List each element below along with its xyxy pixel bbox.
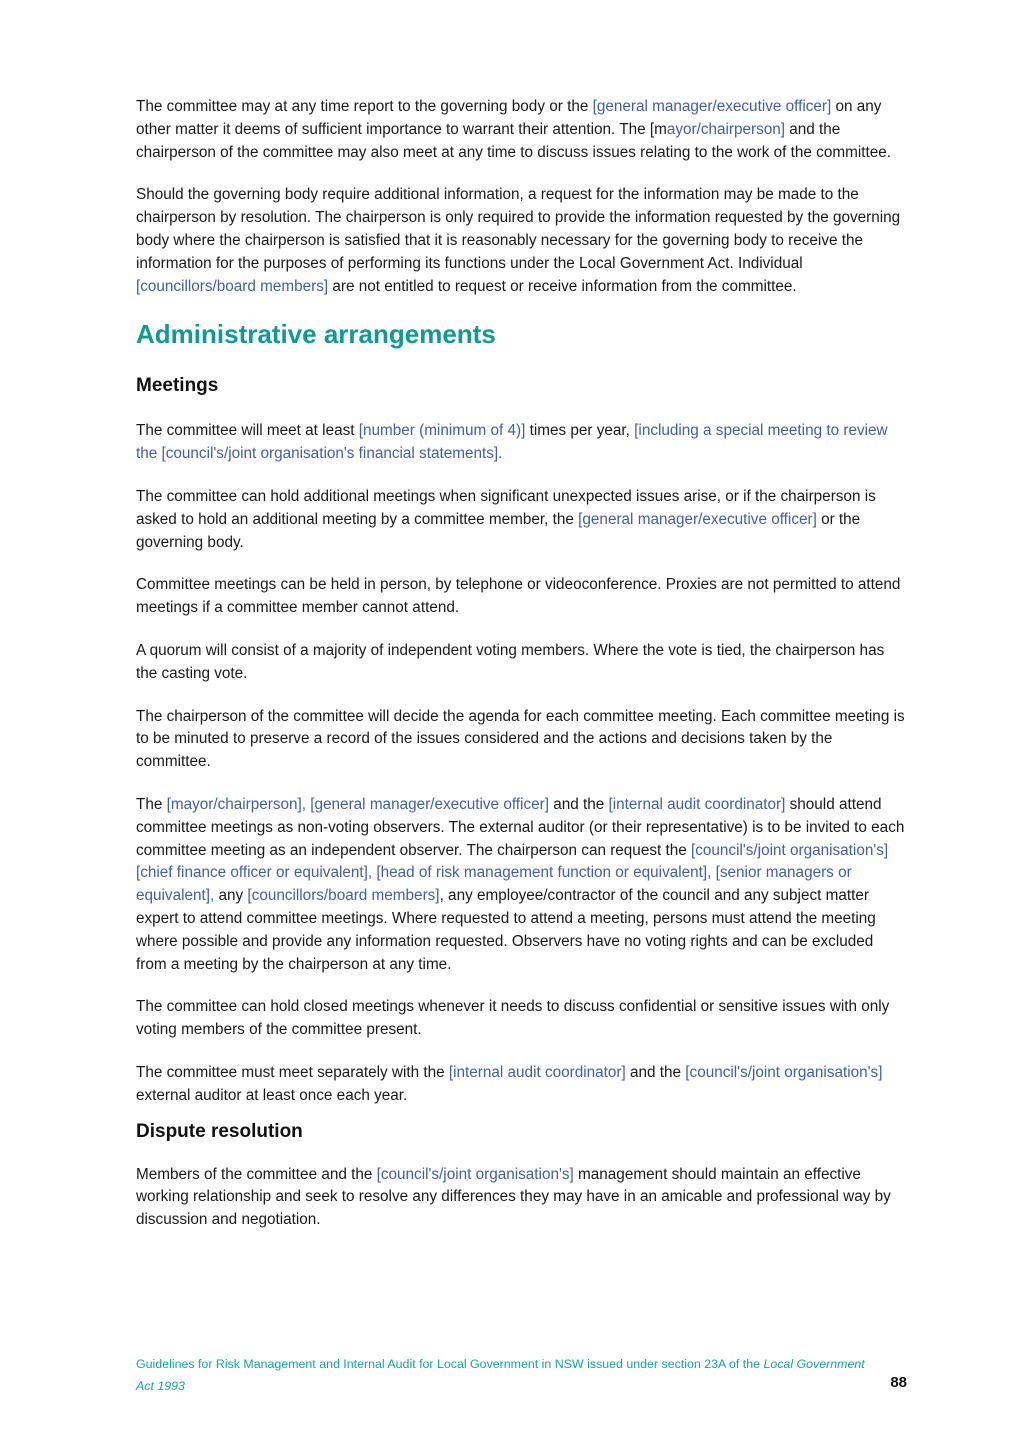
page-number: 88 (890, 1374, 907, 1391)
page-footer (136, 1354, 866, 1397)
placeholder-text: [internal audit coordinator] (608, 795, 786, 813)
paragraph-separate-meetings: The committee must meet separately with the [internal audit coordinator] and the [council's/joint organisation's] external auditor at least once each year. (136, 1063, 883, 1104)
placeholder-text: [general manager/executive officer] (592, 98, 832, 115)
section-title: Administrative arrangements (136, 319, 496, 350)
paragraph-observers: The [mayor/chairperson], [general manager/executive officer] and the [internal audit coordinator] should attend committee meetings as non-voting observers. The external auditor (or their representative) is to be invited to each committee meeting as an independent observer. The chairperson can request the [council's/joint organisation's] [chief finance officer or equivalent], [head of risk management function or equivalent], [senior managers or equivalent], any [councillors/board members], any employee/contractor of the council and any subject matter expert to attend committee meetings. Where requested to attend a meeting, persons must attend the meeting where possible and provide any information requested. Observers have no voting rights and can be excluded from a meeting by the chairperson at any time. (136, 795, 905, 973)
paragraph-meeting-format: Committee meetings can be held in person, by telephone or videoconference. Proxies are not permitted to attend meetings if a committee member cannot attend. (136, 576, 901, 617)
paragraph-additional-information: Should the governing body require additional information, a request for the information may be made to the chairperson by resolution. The chairperson is only required to provide the information requested by the governing body where the chairperson is satisfied that it is reasonably necessary for the governing body to receive the information for the purposes of performing its functions under the Local Government Act. Individual [councillors/board members] are not entitled to request or receive information from the committee. (136, 186, 901, 295)
paragraph-agenda: The chairperson of the committee will decide the agenda for each committee meeting. Each committee meeting is to be minuted to preserve a record of the issues considered and the actions and decisions taken by the committee. (136, 707, 905, 771)
placeholder-text: [internal audit coordinator] (448, 1063, 626, 1081)
paragraph-meeting-frequency: The committee will meet at least [number (minimum of 4)] times per year, [including a special meeting to review the [council's/joint organisation's financial statements]. (136, 422, 888, 463)
placeholder-text: [councillors/board members] (136, 277, 329, 295)
meetings-heading: Meetings (136, 375, 219, 397)
page-body (136, 96, 908, 1252)
placeholder-text: ayor/chairperson] (666, 120, 786, 138)
placeholder-text: [number (minimum of 4)] (358, 422, 526, 440)
placeholder-text: [including a special meeting to review the [council's/joint organisation's financial statements]. (136, 422, 888, 463)
dispute-resolution-heading: Dispute resolution (136, 1120, 303, 1142)
paragraph-dispute-resolution: Members of the committee and the [council's/joint organisation's] management should maintain an effective working relationship and seek to resolve any differences they may have in an amicable and professional way by discussion and negotiation. (136, 1165, 891, 1229)
paragraph-closed-meetings: The committee can hold closed meetings whenever it needs to discuss confidential or sensitive issues with only voting members of the committee present. (136, 998, 890, 1039)
paragraph-reporting: The committee may at any time report to the governing body or the [general manager/executive officer] on any other matter it deems of sufficient importance to warrant their attention. The [mayor/chairperson] and the chairperson of the committee may also meet at any time to discuss issues relating to the work of the committee. (136, 98, 891, 161)
paragraph-additional-meetings: The committee can hold additional meetings when significant unexpected issues arise, or if the chairperson is asked to hold an additional meeting by a committee member, the [general manager/executive officer] or the governing body. (136, 487, 876, 551)
footer-text: Guidelines for Risk Management and Internal Audit for Local Government in NSW issued under section 23A of the (136, 1357, 764, 1371)
placeholder-text: [council's/joint organisation's] [chief finance officer or equivalent], [head of risk management function or equivalent], [senior managers or equivalent], (136, 841, 889, 905)
placeholder-text: [council's/joint organisation's] (376, 1165, 574, 1183)
footer-act-title: Local Government Act 1993 (136, 1357, 865, 1393)
placeholder-text: [councillors/board members] (247, 887, 440, 905)
paragraph-quorum: A quorum will consist of a majority of independent voting members. Where the vote is tied, the chairperson has the casting vote. (136, 641, 885, 682)
placeholder-text: [mayor/chairperson], [general manager/executive officer] (166, 795, 549, 813)
placeholder-text: [council's/joint organisation's] (685, 1063, 883, 1081)
placeholder-text: [general manager/executive officer] (578, 510, 817, 528)
